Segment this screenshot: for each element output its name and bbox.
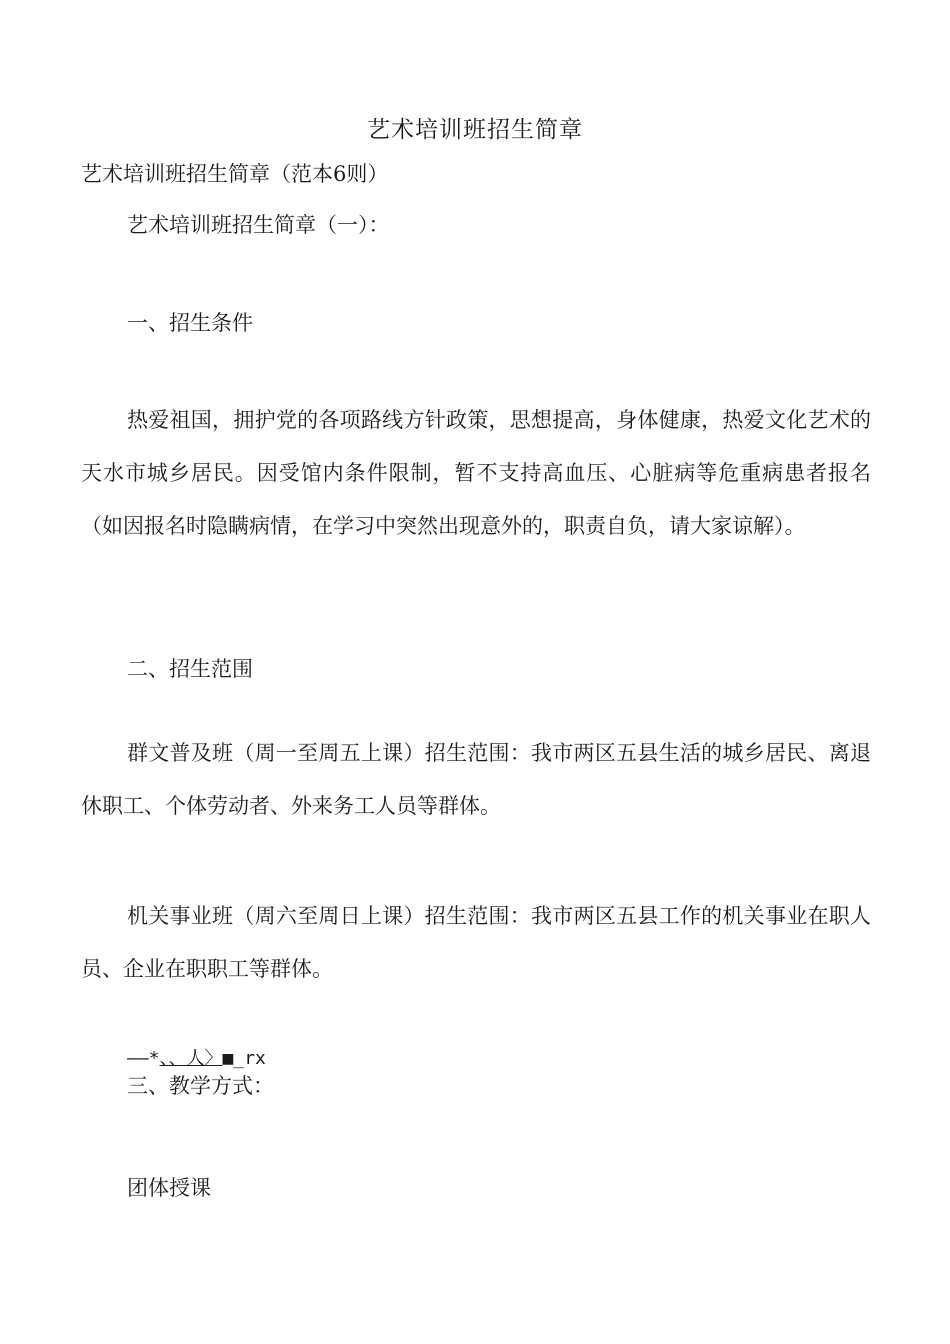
heading-enrollment-conditions: 一、招生条件 [127,311,253,335]
artifact-right: ■_rx [222,1048,266,1069]
heading-enrollment-scope: 二、招生范围 [127,657,253,681]
paragraph-enrollment-conditions: 热爱祖国，拥护党的各项路线方针政策，思想提高，身体健康，热爱文化艺术的天水市城乡居民。因受馆内条件限制，暂不支持高血压、心脏病等危重病患者报名（如因报名时隐瞒病情，在学习中突然出现意外的，职责自负，请大家谅解）。 [81,408,871,538]
text-group-teaching: 团体授课 [127,1176,211,1200]
artifact-left: ——* [127,1048,160,1069]
heading-teaching-method: 三、教学方式： [127,1074,274,1098]
scan-artifact-text [127,1047,266,1071]
paragraph-institution-class-scope: 机关事业班（周六至周日上课）招生范围：我市两区五县工作的机关事业在职人员、企业在职职工等群体。 [81,904,871,981]
document-subtitle: 艺术培训班招生简章（范本6则） [81,162,389,186]
artifact-mid: 、、人〉 [159,1048,223,1069]
document-title: 艺术培训班招生简章 [367,117,583,143]
paragraph-public-class-scope: 群文普及班（周一至周五上课）招生范围：我市两区五县生活的城乡居民、离退休职工、个体劳动者、外来务工人员等群体。 [81,741,871,818]
section-a-heading: 艺术培训班招生简章（一）： [127,213,390,237]
